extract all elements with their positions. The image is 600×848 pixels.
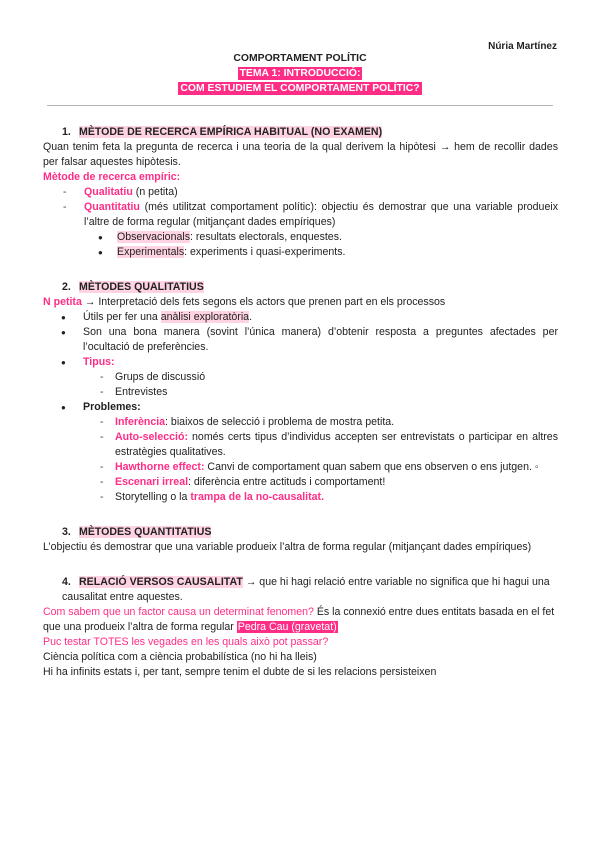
topic-question: COM ESTUDIEM EL COMPORTAMENT POLÍTIC? <box>180 83 420 94</box>
section-number: 2. <box>62 281 71 293</box>
author-name: Núria Martínez <box>488 41 557 52</box>
section-title: MÈTODES QUALITATIUS <box>79 281 204 293</box>
term-desc: : diferència entre actituds i comportament! <box>188 476 386 488</box>
section-2-lead <box>43 295 558 310</box>
term: Qualitatiu <box>84 186 133 198</box>
term: trampa de la no-causalitat. <box>190 491 325 503</box>
list-item-qualitatiu <box>43 185 558 200</box>
topic-title: TEMA 1: INTRODUCCIÓ: <box>239 68 361 79</box>
document-title: COMPORTAMENT POLÍTIC <box>233 53 367 64</box>
problem-hawthorne <box>43 460 558 475</box>
list-item-tipus-1: - Grups de discussió <box>43 370 558 385</box>
problem-escenari-irreal <box>43 475 558 490</box>
section-2-heading <box>43 280 558 295</box>
answer: És la connexió entre dues entitats basada en el fet que una produeix l’altra de forma regular <box>43 606 555 633</box>
example-box: Pedra Cau (gravetat) <box>237 621 337 633</box>
section-number: 4. <box>62 576 71 588</box>
divider <box>47 105 553 106</box>
section-1-heading <box>43 125 558 140</box>
section-4-line-1: Ciència política com a ciència probabilística (no hi ha lleis) <box>43 651 317 663</box>
term: Experimentals <box>117 246 185 258</box>
list-item-experimentals <box>43 245 558 260</box>
list-item-tipus <box>43 355 558 370</box>
section-number: 1. <box>62 126 71 138</box>
text: . <box>249 311 253 323</box>
content <box>43 125 558 680</box>
term-desc: només certs tipus d’individus accepten ser entrevistats o participar en altres estratègies qualitatives. <box>115 431 558 458</box>
term: N petita <box>43 296 82 308</box>
term-desc: : biaixos de selecció i problema de mostra petita. <box>165 416 395 428</box>
term: Hawthorne effect: <box>115 461 205 473</box>
term-desc: Canvi de comportament quan sabem que ens observen o ens jutgen. ◦ <box>204 461 539 473</box>
list-item-bona-manera: ● Son una bona manera (sovint l’única manera) d’obtenir resposta a preguntes afectades per l’ocultació de preferències. <box>43 325 558 355</box>
problem-auto-seleccio <box>43 430 558 460</box>
section-number: 3. <box>62 526 71 538</box>
term-desc: : experiments i quasi-experiments. <box>184 246 346 258</box>
section-4-question-2: Puc testar TOTES les vegades en les quals això pot passar? <box>43 636 329 648</box>
section-1-paragraph: Quan tenim feta la pregunta de recerca i una teoria de la qual derivem la hipòtesi → hem de recollir dades per falsar aquestes hipòtesis. <box>43 141 558 168</box>
question: Com sabem que un factor causa un determinat fenomen? <box>43 606 314 618</box>
list-item-observacionals <box>43 230 558 245</box>
section-3-paragraph: L’objectiu és demostrar que una variable produeix l’altra de forma regular (mitjançant dades empíriques) <box>43 541 532 553</box>
title-block <box>0 52 600 96</box>
list-item-tipus-2: - Entrevistes <box>43 385 558 400</box>
list-item-quantitatiu <box>43 200 558 230</box>
text: Storytelling o la <box>115 491 191 503</box>
section-title: MÈTODE DE RECERCA EMPÍRICA HABITUAL (NO EXAMEN) <box>79 126 383 138</box>
term: Tipus: <box>83 356 115 368</box>
term-desc: (més utilitzat comportament polític): objectiu és demostrar que una variable produeix l’altre de forma regular (mitjançant dades empíriques) <box>84 201 558 228</box>
section-4-heading <box>43 575 558 605</box>
problem-storytelling <box>43 490 558 505</box>
term-desc: → Interpretació dels fets segons els actors que prenen part en els processos <box>81 296 446 308</box>
list-item-problemes <box>43 400 558 415</box>
section-title: MÈTODES QUANTITATIUS <box>79 526 212 538</box>
term-desc: : resultats electorals, enquestes. <box>190 231 342 243</box>
section-4-question-1 <box>43 605 558 635</box>
section-3-heading <box>43 525 558 540</box>
term: Inferència <box>115 416 166 428</box>
text: Útils per fer una <box>83 311 161 323</box>
term: Problemes: <box>83 401 141 413</box>
term: Escenari irreal <box>115 476 189 488</box>
section-title: RELACIÓ VERSOS CAUSALITAT <box>79 576 243 588</box>
method-label: Mètode de recerca empíric: <box>43 171 181 183</box>
term: Observacionals <box>117 231 191 243</box>
problem-inferencia <box>43 415 558 430</box>
term-desc: (n petita) <box>132 186 178 198</box>
highlight: anàlisi exploratòria <box>160 311 250 323</box>
term: Auto-selecció: <box>115 431 188 443</box>
section-heading-tail: → que hi hagi relació entre variable no significa que hi hagui una causalitat entre aquestes. <box>62 576 550 603</box>
section-4-line-2: Hi ha infinits estats i, per tant, sempre tenim el dubte de si les relacions persisteixen <box>43 666 437 678</box>
list-item-utils <box>43 310 558 325</box>
term: Quantitatiu <box>84 201 140 213</box>
